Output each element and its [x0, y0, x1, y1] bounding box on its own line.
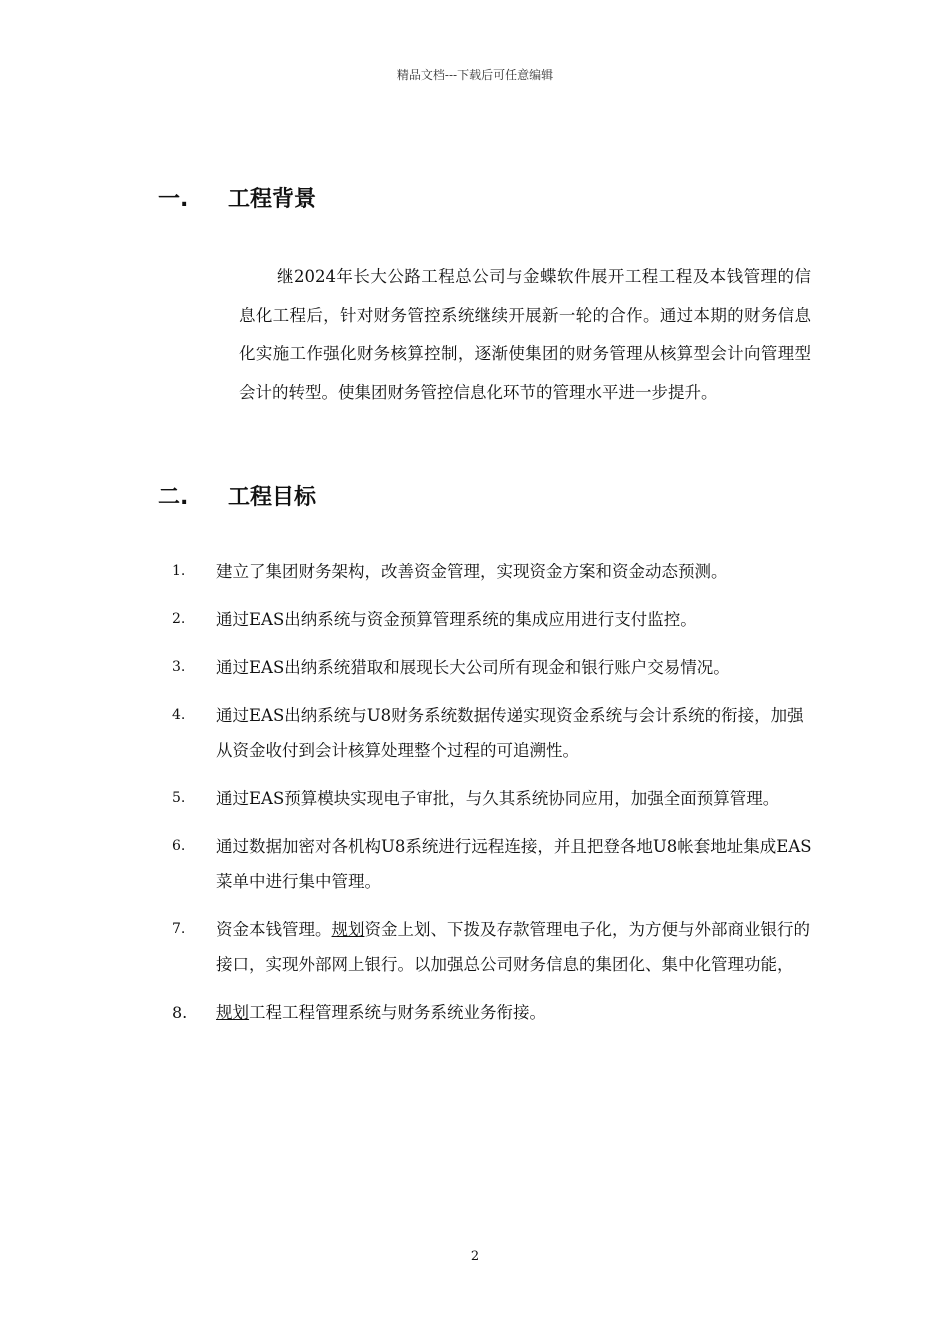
list-item-text-end: 工程工程管理系统与财务系统业务衔接。 [249, 1003, 546, 1022]
page-number: 2 [470, 1249, 480, 1264]
list-item [172, 554, 812, 589]
list-item-index: 3. [172, 659, 186, 675]
section-heading-goals [158, 480, 316, 511]
list-item [172, 650, 812, 685]
section-title: 工程目标 [228, 485, 317, 510]
list-item [172, 602, 812, 637]
list-item-index: 4. [172, 707, 186, 723]
list-item-text: 通过EAS出纳系统与资金预算管理系统的集成应用进行支付监控。 [216, 610, 697, 629]
list-item-text: 通过数据加密对各机构U8系统进行远程连接，并且把登各地U8帐套地址集成EAS菜单中进行集中管理。 [216, 837, 812, 891]
list-item-index: 8. [172, 1003, 188, 1022]
list-item [172, 912, 812, 982]
list-item [172, 995, 812, 1030]
section-title: 工程背景 [228, 187, 317, 212]
underlined-text: 规划 [216, 1003, 249, 1022]
section-number: 二. [158, 485, 189, 510]
list-item-text: 建立了集团财务架构，改善资金管理，实现资金方案和资金动态预测。 [216, 562, 728, 581]
list-item [172, 698, 812, 768]
list-item-index: 1. [172, 563, 186, 579]
background-paragraph: 继2024年长大公路工程总公司与金蝶软件展开工程工程及本钱管理的信息化工程后，针对财务管控系统继续开展新一轮的合作。通过本期的财务信息化实施工作强化财务核算控制，逐渐使集团的财务管理从核算型会计向管理型会计的转型。使集团财务管控信息化环节的管理水平进一步提升。 [239, 267, 811, 402]
list-item-index: 7. [172, 921, 186, 937]
list-item-index: 6. [172, 838, 186, 854]
list-item [172, 781, 812, 816]
underlined-text: 规划 [331, 920, 365, 939]
list-item-index: 2. [172, 611, 186, 627]
list-item [172, 829, 812, 899]
goal-list [172, 554, 812, 1043]
list-item-text: 通过EAS预算模块实现电子审批，与久其系统协同应用，加强全面预算管理。 [216, 789, 780, 808]
section-heading-background [158, 182, 316, 213]
list-item-text: 通过EAS出纳系统与U8财务系统数据传递实现资金系统与会计系统的衔接，加强从资金收付到会计核算处理整个过程的可追溯性。 [216, 706, 804, 760]
section-number: 一. [158, 187, 189, 212]
list-item-text: 通过EAS出纳系统猎取和展现长大公司所有现金和银行账户交易情况。 [216, 658, 730, 677]
list-item-text-end: 资金上划、下拨及存款管理电子化，为方便与外部商业银行的接口，实现外部网上银行。以加强总公司财务信息的集团化、集中化管理功能， [216, 920, 810, 974]
list-item-index: 5. [172, 790, 186, 806]
list-item-text-start: 资金本钱管理。 [216, 920, 332, 939]
header-note: 精品文档---下载后可任意编辑 [396, 68, 554, 82]
